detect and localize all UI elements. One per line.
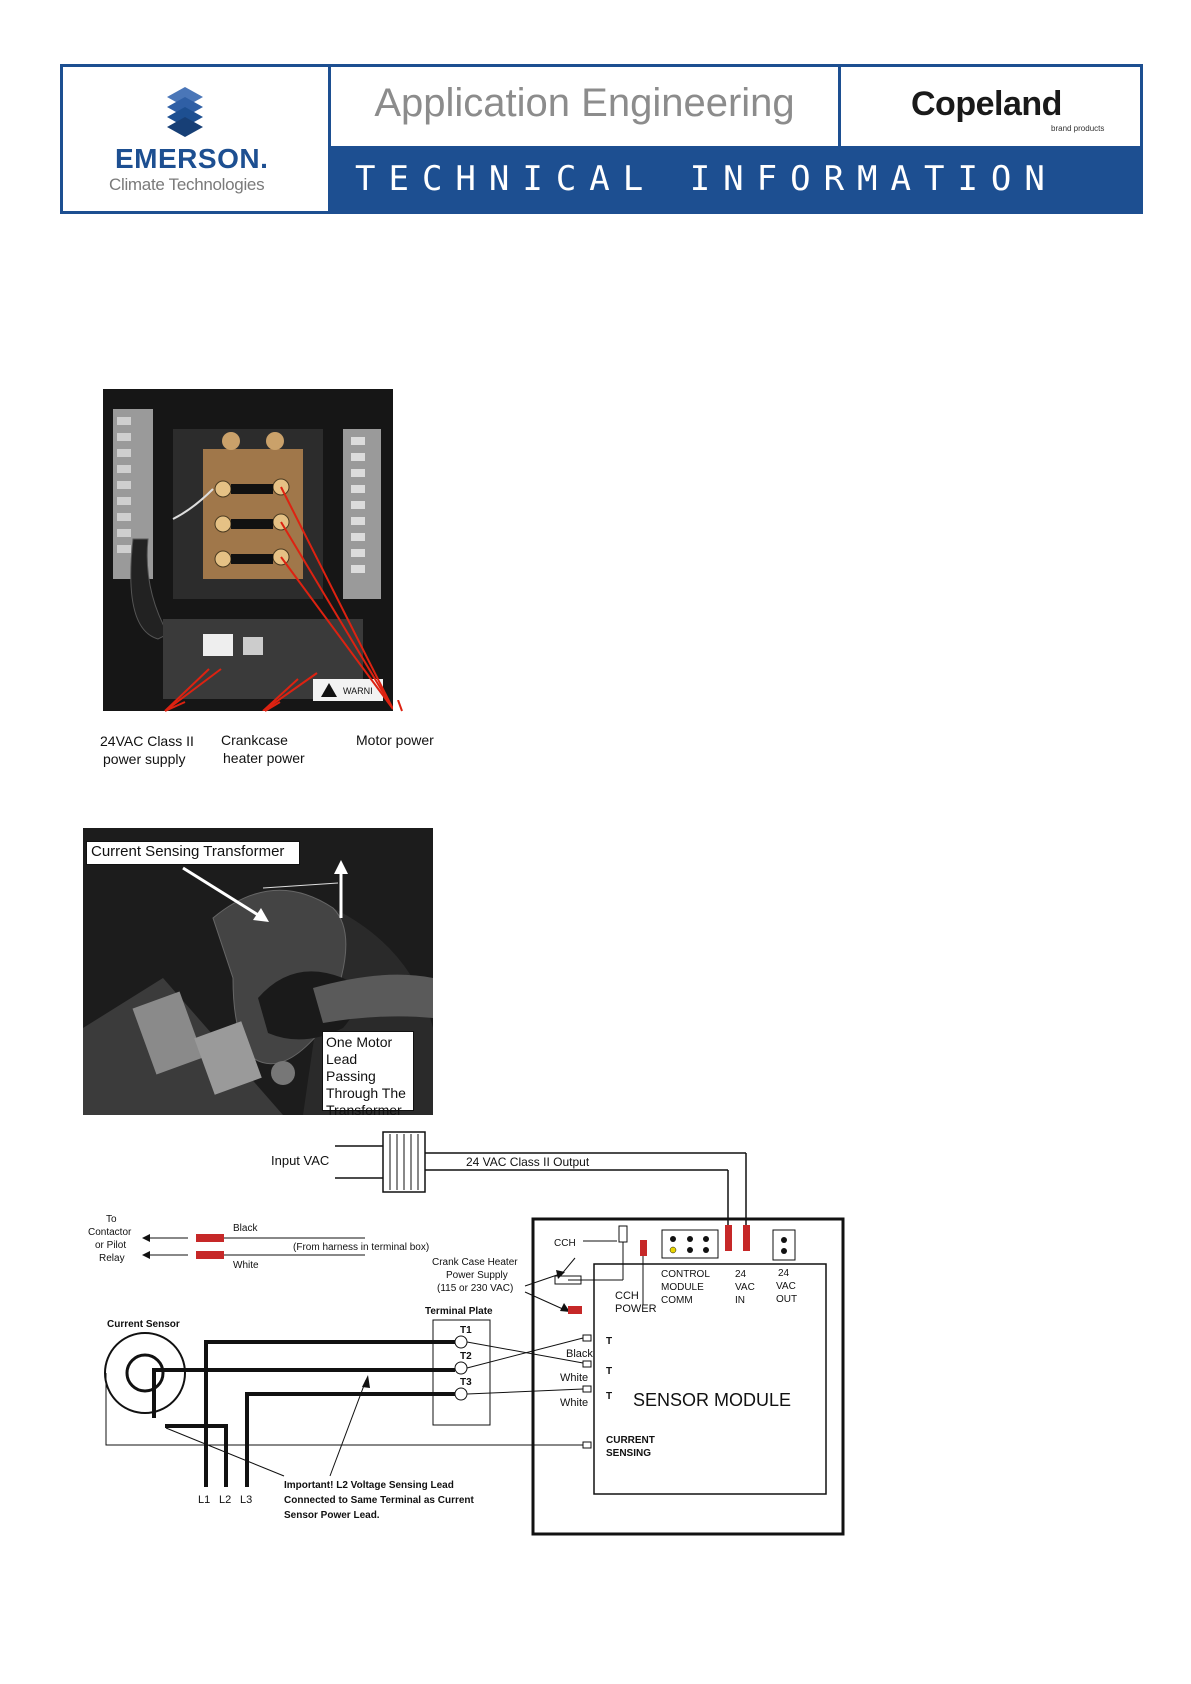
to-contactor-line2: Contactor [88,1227,132,1238]
vac-out-line1: 24 [778,1268,790,1279]
current-sensing-line1: CURRENT [606,1435,655,1446]
power-supply-label [100,732,194,768]
important-line3: Sensor Power Lead. [284,1510,380,1521]
important-line2: Connected to Same Terminal as Current [284,1495,474,1506]
technical-information-band [331,149,1140,211]
to-contactor-line4: Relay [99,1253,125,1264]
terminal-t3: T3 [460,1377,472,1388]
module-terminal-2: T [606,1366,613,1377]
vac-in-line3: IN [735,1295,745,1306]
motor-power-label: Motor power [356,732,434,748]
motor-lead-callout [322,1031,414,1118]
module-terminal-3: T [606,1391,613,1402]
crankcase-label [221,731,305,767]
emerson-subtitle: Climate Technologies [109,175,265,194]
copeland-logo [841,67,1140,149]
emerson-logo-icon [163,87,207,139]
band-title: TECHNICAL INFORMATION [355,159,1058,199]
input-vac-label: Input VAC [271,1153,330,1168]
sensor-module-label: SENSOR MODULE [633,1390,792,1410]
module-wire-2: White [560,1372,589,1384]
current-sensor-label: Current Sensor [107,1319,180,1330]
crankcase-label-line1: Crankcase [221,732,288,748]
transformer-callout: Current Sensing Transformer [86,841,300,865]
terminal-plate-label: Terminal Plate [425,1306,493,1317]
control-module-line3: COMM [661,1295,693,1306]
white-connector [196,1251,224,1259]
cch-heater-line3: (115 or 230 VAC) [437,1283,514,1294]
motor-lead-callout-line4: Transformer [326,1102,402,1118]
cch-heater-line1: Crank Case Heater [432,1257,518,1268]
harness-label: (From harness in terminal box) [293,1242,430,1253]
line-l3: L3 [240,1494,253,1506]
white-label: White [233,1260,259,1271]
cch-power-line2: POWER [615,1303,657,1315]
emerson-wordmark: EMERSON. [115,143,269,174]
app-title-cell [331,67,841,149]
copeland-wordmark: Copeland [911,85,1062,123]
module-terminal-1: T [606,1336,613,1347]
app-title: Application Engineering [374,81,795,125]
module-wire-3: White [560,1397,589,1409]
terminal-t1: T1 [460,1325,472,1336]
black-label: Black [233,1223,258,1234]
transformer-symbol [383,1132,425,1192]
line-l2: L2 [219,1494,232,1506]
motor-lead-callout-line3: Through The [326,1085,406,1101]
power-supply-label-line2: power supply [103,751,186,767]
wiring-diagram [80,1125,860,1550]
copeland-subtitle: brand products [1051,124,1105,133]
vac-out-line3: OUT [776,1294,798,1305]
output-label: 24 VAC Class II Output [466,1155,590,1169]
vac-out-line2: VAC [776,1281,796,1292]
module-wire-1: Black [566,1348,593,1360]
control-module-line1: CONTROL [661,1269,710,1280]
document-header [60,64,1143,214]
terminal-box-illustration [103,389,393,711]
current-sensor-ring [105,1333,185,1413]
important-line1: Important! L2 Voltage Sensing Lead [284,1480,454,1491]
vac-out-connector [773,1230,795,1260]
black-connector [196,1234,224,1242]
control-module-connector [662,1230,718,1258]
line-l1: L1 [198,1494,211,1506]
terminal-t2: T2 [460,1351,472,1362]
crankcase-label-line2: heater power [223,750,305,766]
current-sensing-line2: SENSING [606,1448,652,1459]
warning-label-text: WARNI [343,686,373,696]
cch-label: CCH [554,1238,576,1249]
control-module-line2: MODULE [661,1282,704,1293]
motor-lead-callout-line2: Lead Passing [326,1051,376,1084]
vac-in-line1: 24 [735,1269,747,1280]
cch-heater-line2: Power Supply [446,1270,508,1281]
terminal-box-photo [103,389,393,711]
motor-lead-callout-line1: One Motor [326,1034,393,1050]
emerson-logo [63,67,331,211]
vac-in-line2: VAC [735,1282,755,1293]
cch-power-line1: CCH [615,1290,639,1302]
power-supply-label-line1: 24VAC Class II [100,733,194,749]
to-contactor-line3: or Pilot [95,1240,127,1251]
to-contactor-line1: To [106,1214,117,1225]
